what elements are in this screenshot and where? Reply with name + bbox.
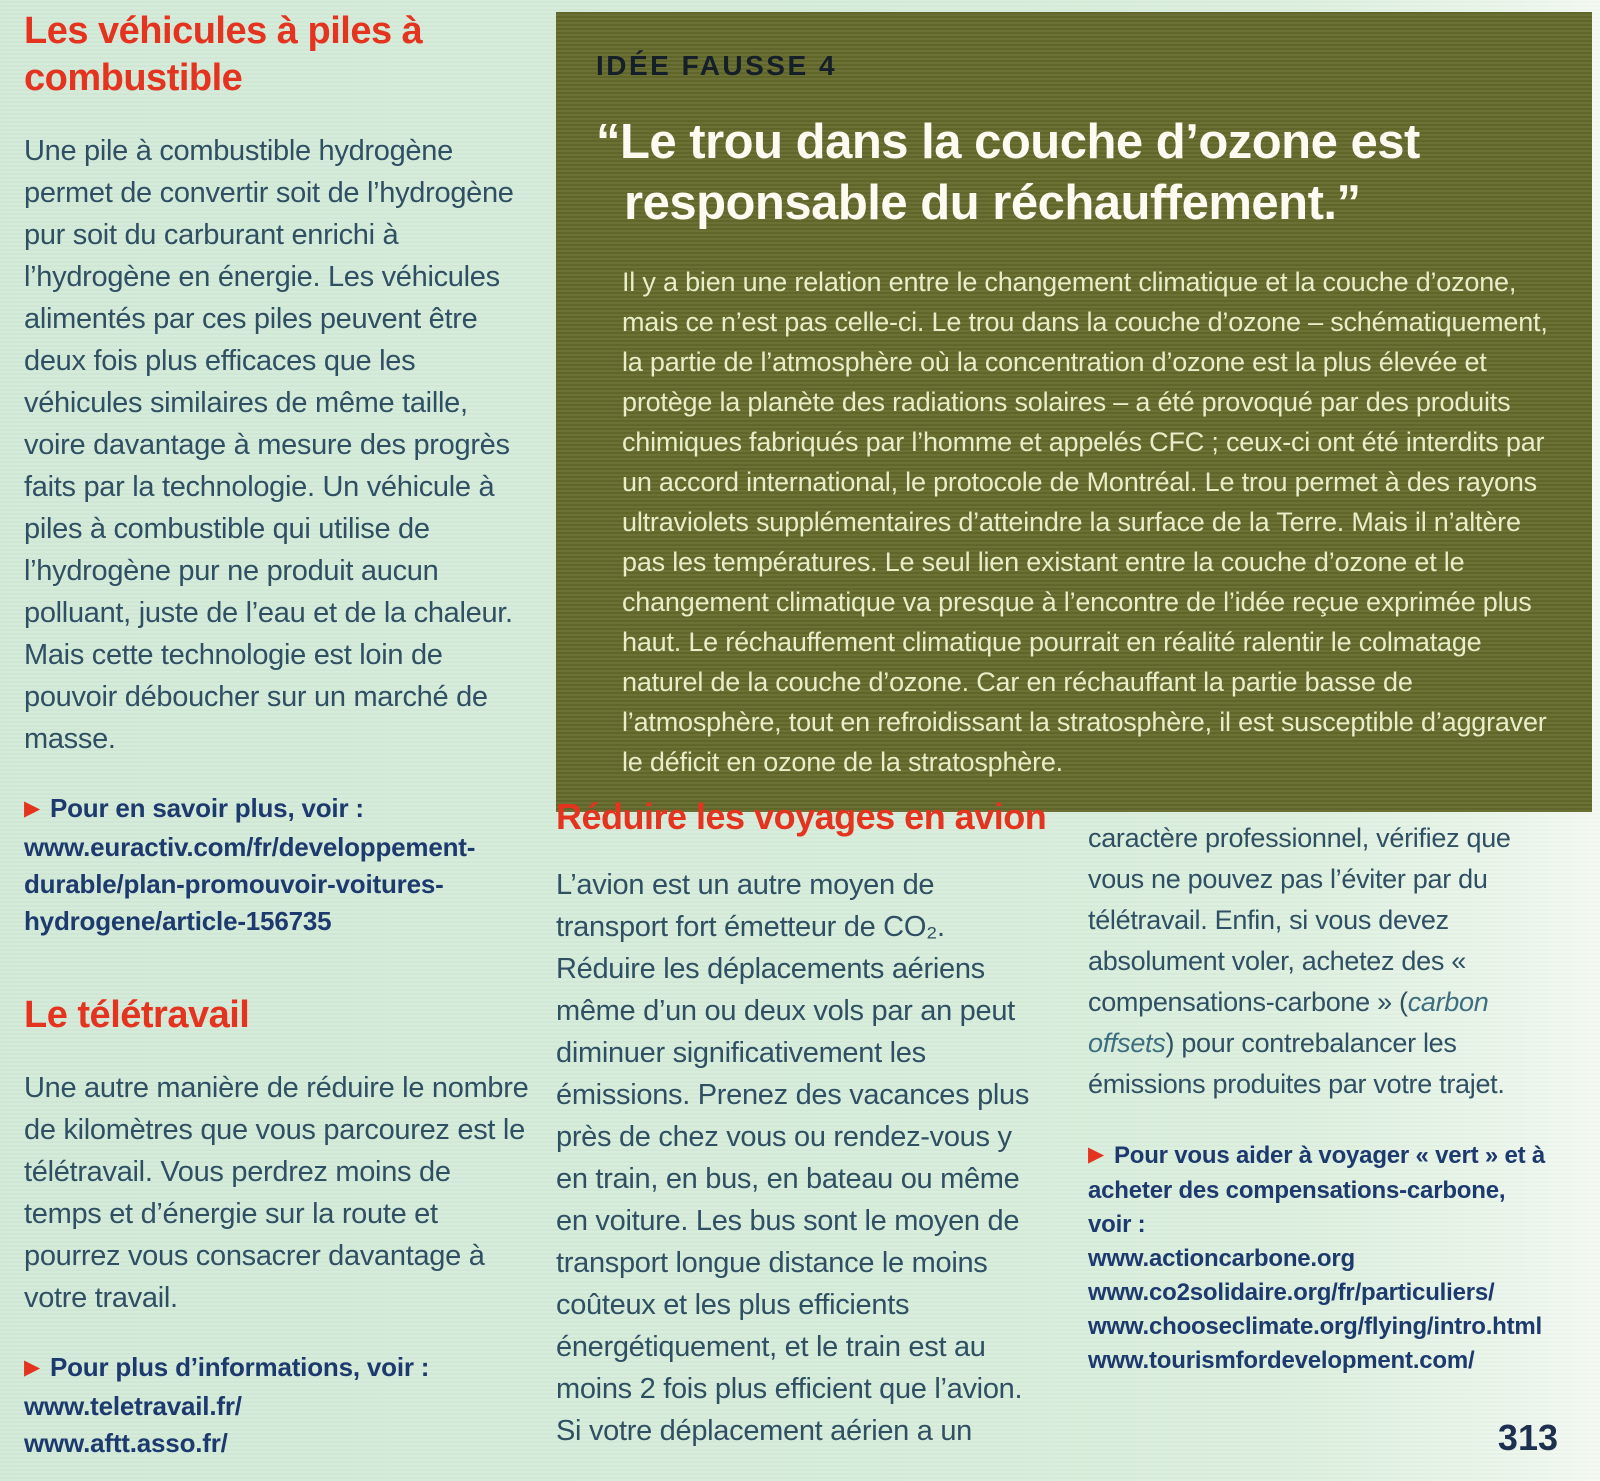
arrow-bullet-icon: ▶ <box>1088 1143 1104 1166</box>
right-column <box>1088 818 1546 1378</box>
url-co2solidaire: www.co2solidaire.org/fr/particuliers/ <box>1088 1279 1495 1306</box>
telework-note-label-line <box>24 1349 529 1388</box>
green-travel-note-label: Pour vous aider à voyager « vert » et à acheter des compensations-carbone, voir : <box>1088 1142 1546 1238</box>
telework-paragraph: Une autre manière de réduire le nombre de kilomètres que vous parcourez est le télétravail. Vous perdrez moins de temps et d’énergie sur la route et pourrez vous consacrer davantage à votre travail. <box>24 1072 529 1314</box>
fuel-cell-link-note <box>24 790 529 940</box>
idee-fausse-callout-box <box>556 12 1592 812</box>
telework-link-note <box>24 1349 529 1462</box>
paragraph-text: caractère professionnel, vérifiez que vous ne pouvez pas l’éviter par du télétravail. Enfin, si vous devez absolument voler, achetez des « compensations-carbone » ( <box>1088 823 1511 1017</box>
middle-column <box>556 793 1047 1452</box>
section-heading-fuel-cell-vehicles: Les véhicules à piles à combustible <box>24 10 423 99</box>
green-travel-note-label-line <box>1088 1139 1546 1242</box>
url-chooseclimate: www.chooseclimate.org/flying/intro.html <box>1088 1313 1543 1340</box>
callout-quote: “Le trou dans la couche d’ozone est responsable du réchauffement.” <box>596 115 1420 230</box>
telework-url-teletravail: www.teletravail.fr/ <box>24 1391 242 1421</box>
section-heading-air-travel: Réduire les voyages en avion <box>556 796 1047 837</box>
air-travel-paragraph: L’avion est un autre moyen de transport fort émetteur de CO₂. Réduire les déplacements aériens même d’un ou deux vols par an peut diminuer significativement les émissions. Prenez des vacances plus près de chez vous ou rendez-vous y en train, en bus, en bateau ou même en voiture. Les bus sont le moyen de transport longue distance le moins coûteux et les plus efficients énergétiquement, et le train est au moins 2 fois plus efficient que l’avion. Si votre déplacement aérien a un <box>556 869 1030 1447</box>
paragraph-text: ) pour contrebalancer les émissions produites par votre trajet. <box>1088 1028 1505 1099</box>
fuel-cell-paragraph: Une pile à combustible hydrogène permet de convertir soit de l’hydrogène pur soit du carburant enrichi à l’hydrogène en énergie. Les véhicules alimentés par ces piles peuvent être deux fois plus efficaces que les véhicules similaires de même taille, voire davantage à mesure des progrès faits par la technologie. Un véhicule à piles à combustible qui utilise de l’hydrogène pur ne produit aucun polluant, juste de l’eau et de la chaleur. Mais cette technologie est loin de pouvoir déboucher sur un marché de masse. <box>24 135 514 755</box>
air-travel-paragraph-continued <box>1088 818 1546 1105</box>
callout-kicker: IDÉE FAUSSE 4 <box>596 50 838 81</box>
callout-body-paragraph: Il y a bien une relation entre le changement climatique et la couche d’ozone, mais ce n’est pas celle-ci. Le trou dans la couche d’ozone – schématiquement, la partie de l’atmosphère où la concentration d’ozone est la plus élevée et protège la planète des radiations solaires – a été provoqué par des produits chimiques fabriqués par l’homme et appelés CFC ; ceux-ci ont été interdits par un accord international, le protocole de Montréal. Le trou permet à des rayons ultraviolets supplémentaires d’atteindre la surface de la Terre. Mais il n’altère pas les températures. Le seul lien existant entre la couche d’ozone et le changement climatique va presque à l’encontre de l’idée reçue exprimée plus haut. Le réchauffement climatique pourrait en réalité ralentir le colmatage naturel de la couche d’ozone. Car en réchauffant la partie basse de l’atmosphère, tout en refroidissant la stratosphère, il est susceptible d’aggraver le déficit en ozone de la stratosphère. <box>622 267 1548 777</box>
page-number: 313 <box>1497 1417 1558 1458</box>
telework-note-label: Pour plus d’informations, voir : <box>49 1352 430 1382</box>
telework-url-aftt: www.aftt.asso.fr/ <box>24 1428 228 1458</box>
green-travel-link-note <box>1088 1139 1546 1378</box>
arrow-bullet-icon: ▶ <box>24 1356 40 1379</box>
left-column <box>24 8 529 1462</box>
arrow-bullet-icon: ▶ <box>24 797 40 820</box>
section-heading-telework: Le télétravail <box>24 994 250 1036</box>
fuel-cell-note-text: Pour en savoir plus, voir : www.euractiv.com/fr/developpement-durable/plan-promouvoir-voitures-hydrogene/article-156735 <box>24 793 476 936</box>
url-tourismfordevelopment: www.tourismfordevelopment.com/ <box>1088 1347 1475 1374</box>
url-actioncarbone: www.actioncarbone.org <box>1088 1245 1355 1272</box>
carbon-offsets-italic: carbon offsets <box>1088 987 1489 1058</box>
